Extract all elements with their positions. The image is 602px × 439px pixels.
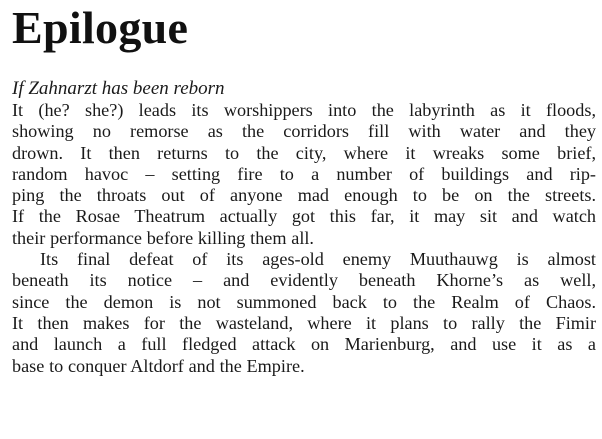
paragraph-2-line: Its final defeat of its ages-old enemy Muuthauwg is almost bbox=[40, 249, 596, 270]
paragraph-1-line: their performance before killing them all. bbox=[12, 227, 314, 248]
paragraph-1-line: If the Rosae Theatrum actually got this far, it may sit and watch bbox=[12, 206, 596, 227]
paragraph-1-line: It (he? she?) leads its worshippers into the labyrinth as it floods, bbox=[12, 100, 596, 120]
page-title: Epilogue bbox=[12, 2, 189, 53]
paragraph-2-line: and launch a full fledged attack on Marienburg, and use it as a bbox=[12, 334, 596, 355]
paragraph-1-line: ping the throats out of anyone mad enough to be on the streets. bbox=[12, 185, 596, 206]
paragraph-1-line: showing no remorse as the corridors fill with water and they bbox=[12, 121, 596, 142]
section-title: If Zahnarzt has been reborn bbox=[12, 78, 225, 99]
paragraph-2-line: beneath its notice – and evidently beneath Khorne’s as well, bbox=[12, 270, 596, 291]
paragraph-2-line: It then makes for the wasteland, where it plans to rally the Fimir bbox=[12, 312, 596, 333]
paragraph-2-line: base to conquer Altdorf and the Empire. bbox=[12, 355, 305, 376]
paragraph-2-line: since the demon is not summoned back to the Realm of Chaos. bbox=[12, 291, 596, 312]
paragraph-1-line: drown. It then returns to the city, where it wreaks some brief, bbox=[12, 142, 596, 163]
paragraph-2 bbox=[12, 249, 596, 377]
paragraph-1 bbox=[12, 100, 596, 249]
paragraph-1-line: random havoc – setting fire to a number of buildings and rip- bbox=[12, 163, 596, 184]
